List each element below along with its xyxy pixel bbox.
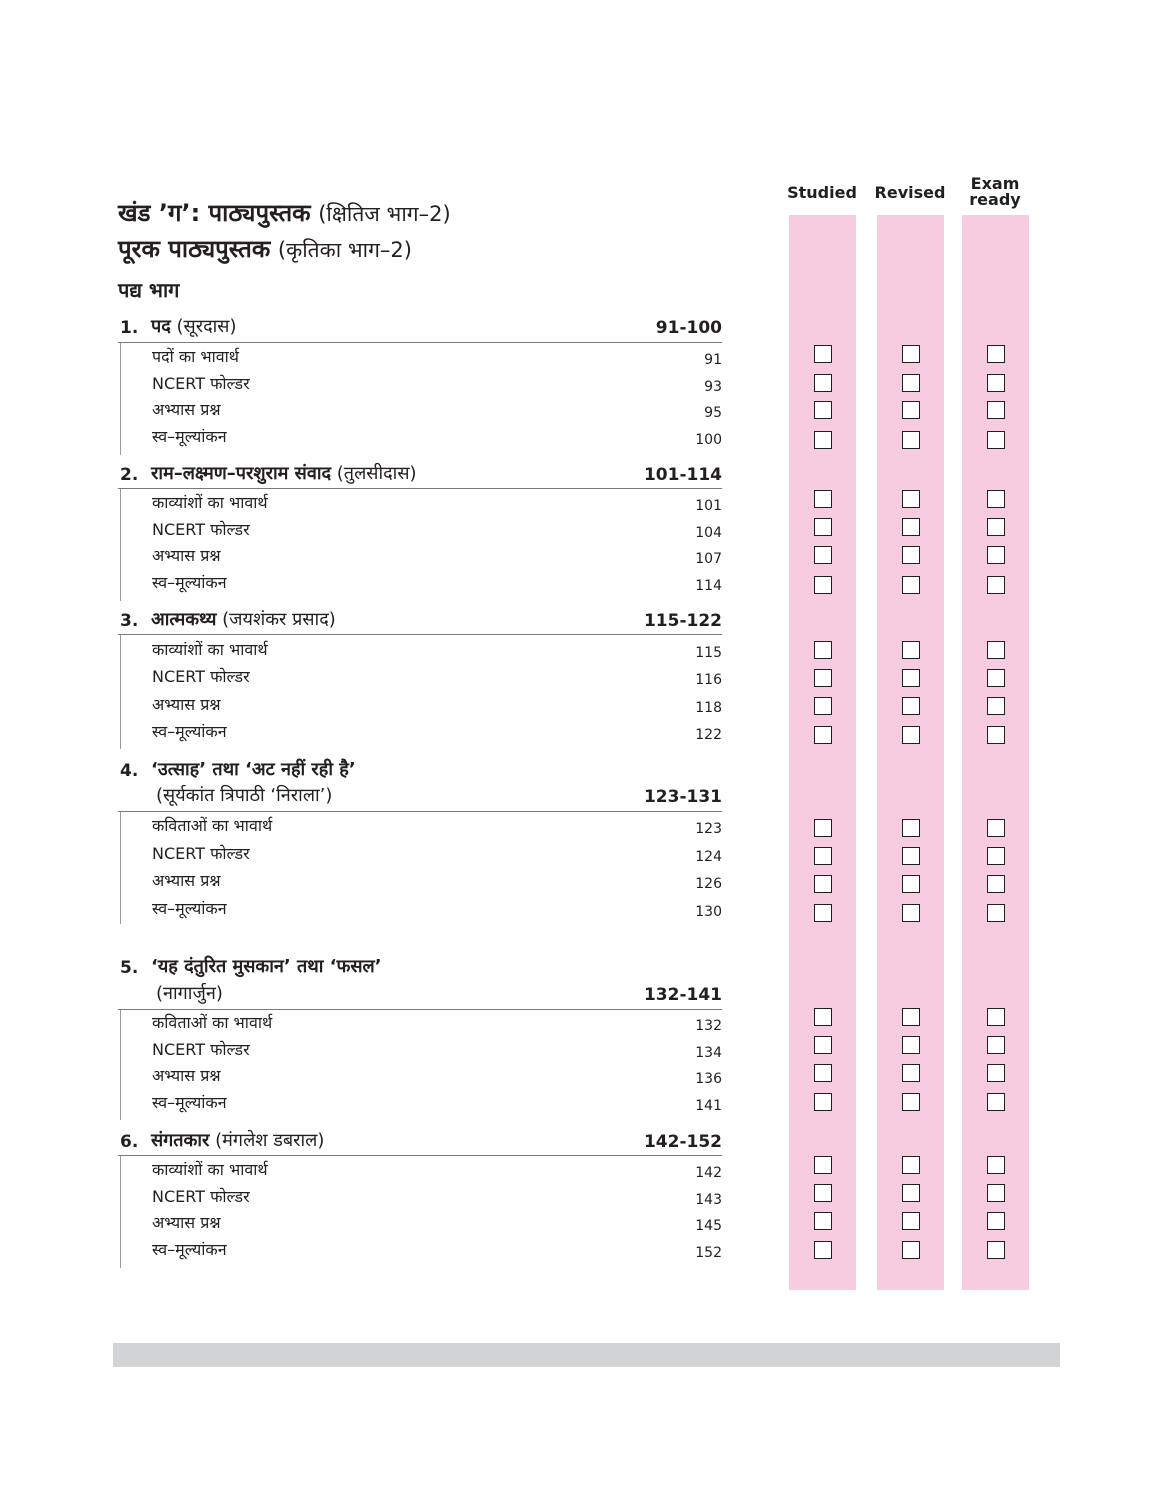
sub-item-label: अभ्यास प्रश्न: [152, 695, 221, 714]
sub-item-page: 136: [695, 1071, 722, 1087]
chapter-number: 2.: [120, 465, 139, 485]
sub-item-label: स्व–मूल्यांकन: [152, 573, 227, 592]
sub-item-page: 100: [695, 432, 722, 448]
exam-ready-checkbox[interactable]: [987, 546, 1005, 564]
sub-item-page: 114: [695, 578, 722, 594]
supplementary-heading-subtitle: (कृतिका भाग–2): [277, 238, 412, 262]
exam-ready-checkbox[interactable]: [987, 669, 1005, 687]
chapter-page-range: 142-152: [643, 1132, 722, 1152]
list-item: [152, 640, 722, 662]
exam-ready-checkbox[interactable]: [987, 1156, 1005, 1174]
list-item: [152, 844, 722, 866]
list-item: [152, 347, 722, 369]
chapter-title: [151, 461, 417, 485]
chapter-2-row: [118, 463, 722, 487]
chapter-page-range: 132-141: [643, 985, 722, 1005]
studied-checkbox[interactable]: [814, 490, 832, 508]
sub-item-page: 115: [695, 645, 722, 661]
list-item: [152, 400, 722, 422]
chapter-title-main: आत्मकथ्य: [151, 609, 217, 630]
studied-checkbox[interactable]: [814, 1036, 832, 1054]
chapter-page-range: 91-100: [655, 318, 722, 338]
exam-ready-header-line2: ready: [969, 190, 1021, 209]
revised-checkbox[interactable]: [902, 1036, 920, 1054]
revised-checkbox[interactable]: [902, 819, 920, 837]
chapter-author: (सूरदास): [170, 316, 237, 337]
list-item: [152, 871, 722, 893]
chapter-title-main: राम–लक्ष्मण–परशुराम संवाद: [151, 463, 332, 484]
list-item: [152, 722, 722, 744]
exam-ready-header: [945, 176, 1045, 208]
sub-item-label: पदों का भावार्थ: [152, 347, 239, 366]
studied-checkbox[interactable]: [814, 1241, 832, 1259]
list-item: [152, 374, 722, 396]
list-item: [152, 1213, 722, 1235]
exam-ready-checkbox[interactable]: [987, 697, 1005, 715]
list-item: [152, 427, 722, 449]
sub-item-label: स्व–मूल्यांकन: [152, 899, 227, 918]
chapter-divider: [118, 1155, 722, 1156]
sub-item-page: 123: [695, 821, 722, 837]
sub-item-label: कविताओं का भावार्थ: [152, 816, 273, 835]
sub-item-page: 141: [695, 1098, 722, 1114]
sub-list-rule: [120, 489, 121, 601]
list-item: [152, 1187, 722, 1209]
section-heading-subtitle: (क्षितिज भाग–2): [318, 202, 451, 226]
sub-item-page: 107: [695, 551, 722, 567]
sub-item-label: अभ्यास प्रश्न: [152, 546, 221, 565]
sub-item-page: 91: [704, 352, 722, 368]
list-item: [152, 573, 722, 595]
chapter-title: [151, 1128, 324, 1152]
exam-ready-checkbox[interactable]: [987, 1036, 1005, 1054]
revised-checkbox[interactable]: [902, 669, 920, 687]
sub-item-page: 132: [695, 1018, 722, 1034]
exam-ready-header-line1: Exam: [970, 174, 1020, 193]
sub-item-label: अभ्यास प्रश्न: [152, 1066, 221, 1085]
section-heading: [118, 196, 451, 229]
sub-item-label: स्व–मूल्यांकन: [152, 427, 227, 446]
revised-checkbox[interactable]: [902, 1008, 920, 1026]
chapter-page-range: 123-131: [643, 787, 722, 807]
revised-checkbox[interactable]: [902, 401, 920, 419]
part-title: पद्य भाग: [118, 278, 180, 302]
revised-checkbox[interactable]: [902, 1156, 920, 1174]
sub-item-label: NCERT फोल्डर: [152, 844, 250, 863]
sub-item-label: अभ्यास प्रश्न: [152, 1213, 221, 1232]
studied-checkbox[interactable]: [814, 401, 832, 419]
sub-item-label: NCERT फोल्डर: [152, 520, 250, 539]
sub-item-label: काव्यांशों का भावार्थ: [152, 640, 268, 659]
studied-checkbox[interactable]: [814, 697, 832, 715]
exam-ready-checkbox[interactable]: [987, 374, 1005, 392]
chapter-5-row: [118, 956, 722, 980]
exam-ready-checkbox[interactable]: [987, 726, 1005, 744]
studied-header: Studied: [787, 183, 857, 202]
revised-checkbox[interactable]: [902, 518, 920, 536]
chapter-author: (तुलसीदास): [331, 463, 417, 484]
list-item: [152, 1240, 722, 1262]
revised-checkbox[interactable]: [902, 1093, 920, 1111]
exam-ready-checkbox[interactable]: [987, 847, 1005, 865]
revised-checkbox[interactable]: [902, 847, 920, 865]
chapter-divider: [118, 488, 722, 489]
studied-checkbox[interactable]: [814, 875, 832, 893]
sub-item-page: 124: [695, 849, 722, 865]
sub-item-page: 95: [704, 405, 722, 421]
chapter-4-row: [118, 759, 722, 783]
sub-item-label: काव्यांशों का भावार्थ: [152, 1160, 268, 1179]
exam-ready-checkbox[interactable]: [987, 904, 1005, 922]
sub-item-page: 145: [695, 1218, 722, 1234]
revised-checkbox[interactable]: [902, 374, 920, 392]
studied-checkbox[interactable]: [814, 518, 832, 536]
sub-item-label: NCERT फोल्डर: [152, 1040, 250, 1059]
exam-ready-checkbox[interactable]: [987, 1064, 1005, 1082]
exam-ready-checkbox[interactable]: [987, 345, 1005, 363]
studied-checkbox[interactable]: [814, 819, 832, 837]
sub-item-page: 93: [704, 379, 722, 395]
sub-item-label: स्व–मूल्यांकन: [152, 1093, 227, 1112]
exam-ready-checkbox[interactable]: [987, 401, 1005, 419]
revised-checkbox[interactable]: [902, 546, 920, 564]
chapter-1-row: [118, 316, 722, 340]
chapter-title-main: ‘उत्साह’ तथा ‘अट नहीं रही है’: [151, 759, 356, 780]
sub-item-label: NCERT फोल्डर: [152, 667, 250, 686]
list-item: [152, 520, 722, 542]
chapter-number: 3.: [120, 611, 139, 631]
chapter-title: [151, 314, 236, 338]
revised-checkbox[interactable]: [902, 1212, 920, 1230]
revised-checkbox[interactable]: [902, 726, 920, 744]
exam-ready-checkbox[interactable]: [987, 518, 1005, 536]
chapter-divider: [118, 634, 722, 635]
list-item: [152, 695, 722, 717]
studied-checkbox[interactable]: [814, 431, 832, 449]
chapter-3-row: [118, 609, 722, 633]
sub-list-rule: [120, 635, 121, 749]
revised-header: Revised: [874, 183, 946, 202]
chapter-title: [151, 607, 336, 631]
chapter-number: 1.: [120, 318, 139, 338]
list-item: [152, 816, 722, 838]
studied-checkbox[interactable]: [814, 1093, 832, 1111]
exam-ready-checkbox[interactable]: [987, 490, 1005, 508]
exam-ready-checkbox[interactable]: [987, 875, 1005, 893]
sub-list-rule: [120, 812, 121, 924]
sub-item-page: 143: [695, 1192, 722, 1208]
revised-checkbox[interactable]: [902, 697, 920, 715]
revised-checkbox[interactable]: [902, 576, 920, 594]
chapter-title-main: ‘यह दंतुरित मुसकान’ तथा ‘फसल’: [151, 956, 382, 977]
exam-ready-checkbox[interactable]: [987, 1212, 1005, 1230]
sub-item-page: 126: [695, 876, 722, 892]
revised-checkbox[interactable]: [902, 641, 920, 659]
revised-checkbox[interactable]: [902, 1184, 920, 1202]
sub-list-rule: [120, 1010, 121, 1120]
exam-ready-checkbox[interactable]: [987, 641, 1005, 659]
exam-ready-checkbox[interactable]: [987, 1008, 1005, 1026]
revised-checkbox[interactable]: [902, 1064, 920, 1082]
supplementary-heading: [118, 232, 412, 265]
studied-checkbox[interactable]: [814, 1184, 832, 1202]
studied-checkbox[interactable]: [814, 576, 832, 594]
chapter-number: 6.: [120, 1132, 139, 1152]
chapter-divider: [118, 1009, 722, 1010]
chapter-author: (जयशंकर प्रसाद): [216, 609, 336, 630]
list-item: [152, 1066, 722, 1088]
sub-item-page: 134: [695, 1045, 722, 1061]
chapter-page-range: 115-122: [643, 611, 722, 631]
list-item: [152, 1013, 722, 1035]
studied-checkbox[interactable]: [814, 345, 832, 363]
list-item: [152, 546, 722, 568]
chapter-page-range: 101-114: [643, 465, 722, 485]
studied-checkbox[interactable]: [814, 669, 832, 687]
studied-checkbox[interactable]: [814, 374, 832, 392]
studied-checkbox[interactable]: [814, 1064, 832, 1082]
sub-item-page: 152: [695, 1245, 722, 1261]
studied-checkbox[interactable]: [814, 847, 832, 865]
sub-item-label: कविताओं का भावार्थ: [152, 1013, 273, 1032]
chapter-divider: [118, 342, 722, 343]
sub-item-page: 130: [695, 904, 722, 920]
exam-ready-checkbox[interactable]: [987, 1184, 1005, 1202]
sub-item-page: 101: [695, 498, 722, 514]
list-item: [152, 493, 722, 515]
sub-item-page: 118: [695, 700, 722, 716]
chapter-title-main: संगतकार: [151, 1130, 210, 1151]
revised-checkbox[interactable]: [902, 490, 920, 508]
chapter-title: [151, 954, 382, 978]
studied-checkbox[interactable]: [814, 1212, 832, 1230]
exam-ready-checkbox[interactable]: [987, 576, 1005, 594]
sub-item-label: NCERT फोल्डर: [152, 1187, 250, 1206]
studied-checkbox[interactable]: [814, 1156, 832, 1174]
chapter-author: (मंगलेश डबराल): [209, 1130, 325, 1151]
sub-item-label: अभ्यास प्रश्न: [152, 400, 221, 419]
studied-checkbox[interactable]: [814, 726, 832, 744]
studied-checkbox[interactable]: [814, 904, 832, 922]
studied-checkbox[interactable]: [814, 1008, 832, 1026]
sub-item-label: NCERT फोल्डर: [152, 374, 250, 393]
chapter-6-row: [118, 1130, 722, 1154]
chapter-number: 4.: [120, 761, 139, 781]
revised-checkbox[interactable]: [902, 875, 920, 893]
list-item: [152, 1040, 722, 1062]
studied-checkbox[interactable]: [814, 546, 832, 564]
chapter-author-line: (सूर्यकांत त्रिपाठी ‘निराला’): [156, 785, 333, 806]
chapter-author-line: (नागार्जुन): [156, 983, 223, 1004]
sub-item-page: 104: [695, 525, 722, 541]
footer-bar: [113, 1343, 1060, 1367]
exam-ready-checkbox[interactable]: [987, 1093, 1005, 1111]
revised-checkbox[interactable]: [902, 904, 920, 922]
sub-list-rule: [120, 1156, 121, 1268]
chapter-4-row-2: [118, 785, 722, 809]
sub-item-label: काव्यांशों का भावार्थ: [152, 493, 268, 512]
chapter-number: 5.: [120, 958, 139, 978]
exam-ready-checkbox[interactable]: [987, 431, 1005, 449]
list-item: [152, 1093, 722, 1115]
sub-item-page: 122: [695, 727, 722, 743]
sub-item-label: स्व–मूल्यांकन: [152, 722, 227, 741]
sub-item-label: स्व–मूल्यांकन: [152, 1240, 227, 1259]
section-heading-bold: खंड ’ग’: पाठ्यपुस्तक: [118, 199, 311, 227]
list-item: [152, 899, 722, 921]
chapter-title-main: पद: [151, 316, 171, 337]
revised-checkbox[interactable]: [902, 345, 920, 363]
chapter-title: [151, 757, 356, 781]
list-item: [152, 667, 722, 689]
sub-item-page: 142: [695, 1165, 722, 1181]
supplementary-heading-bold: पूरक पाठ्यपुस्तक: [118, 235, 271, 263]
list-item: [152, 1160, 722, 1182]
sub-item-page: 116: [695, 672, 722, 688]
chapter-divider: [118, 811, 722, 812]
sub-item-label: अभ्यास प्रश्न: [152, 871, 221, 890]
revised-checkbox[interactable]: [902, 431, 920, 449]
sub-list-rule: [120, 343, 121, 455]
chapter-5-row-2: [118, 983, 722, 1007]
exam-ready-checkbox[interactable]: [987, 819, 1005, 837]
exam-ready-checkbox[interactable]: [987, 1241, 1005, 1259]
revised-checkbox[interactable]: [902, 1241, 920, 1259]
studied-checkbox[interactable]: [814, 641, 832, 659]
